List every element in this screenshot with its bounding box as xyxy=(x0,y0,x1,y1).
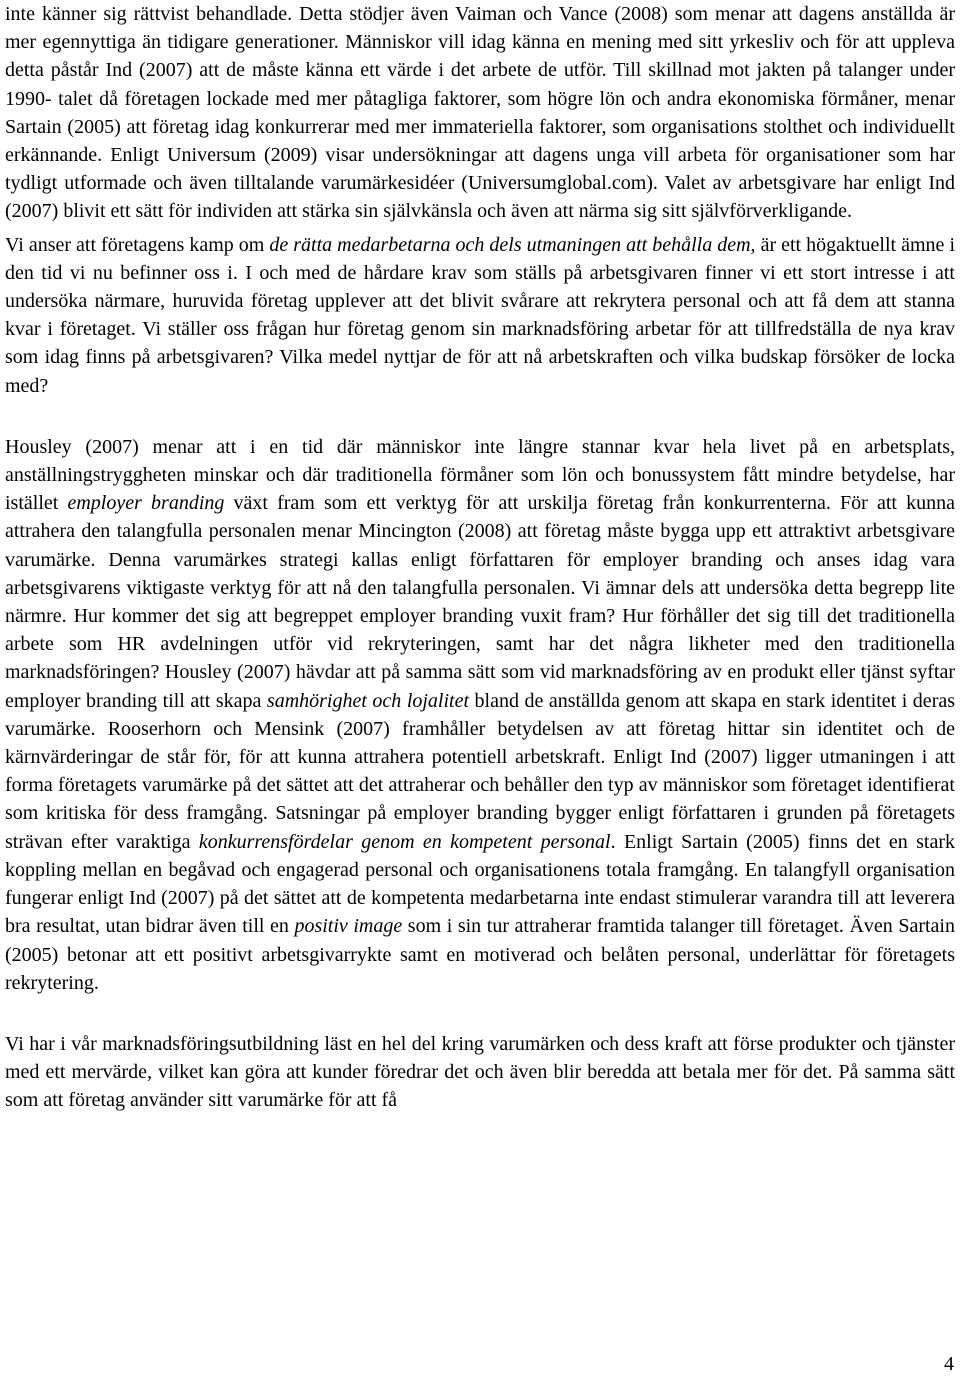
paragraph-4 xyxy=(5,1030,955,1115)
italic-run: konkurrensfördelar genom en kompetent personal xyxy=(198,830,611,853)
text-run: bland de anställda genom att skapa en stark identitet i deras varumärke. Rooserhorn och Mensink (2007) framhåller betydelsen av att företag hittar sin identitet och de kärnvärderingar de står för, för att kunna attrahera potentiell arbetskraft. Enligt Ind (2007) ligger utmaningen i att forma företagets varumärke på det sättet att det attraherar och behåller den typ av människor som företaget identifierat som kritiska för dess framgång. Satsningar på employer branding bygger enligt författaren i grunden på företagets strävan efter varaktiga xyxy=(5,689,956,853)
paragraph-1 xyxy=(5,0,955,226)
paragraph-3 xyxy=(5,433,955,997)
italic-run: positiv image xyxy=(294,915,403,938)
italic-run: samhörighet och lojalitet xyxy=(266,689,470,712)
page-number: 4 xyxy=(944,1353,954,1375)
italic-run: de rätta medarbetarna och dels utmaningen att behålla dem, xyxy=(269,233,756,256)
italic-run: employer branding xyxy=(67,492,225,515)
document-page xyxy=(5,0,955,1115)
text-run: som i sin tur attraherar framtida talanger till företaget. Även Sartain (2005) betonar att ett positivt arbetsgivarrykte samt en motiverad och belåten personal, underlättar för företagets rekrytering. xyxy=(5,915,955,994)
text-run: Vi anser att företagens kamp om xyxy=(5,233,270,256)
text-run: . Enligt Sartain (2005) finns det en stark koppling mellan en begåvad och engagerad personal och organisationens totala framgång. En talangfyll organisation fungerar enligt Ind (2007) på det sättet att de kompetenta medarbetarna inte endast stimulerar varandra till att leverera bra resultat, utan bidrar även till en xyxy=(5,830,956,938)
text-run: växt fram som ett verktyg för att urskilja företag från konkurrenterna. För att kunna attrahera den talangfulla personalen menar Mincington (2008) att företag måste bygga upp ett attraktivt arbetsgivare varumärke. Denna varumärkes strategi kallas enligt författaren för employer branding och anses idag vara arbetsgivarens viktigaste verktyg för att nå den talangfulla personalen. Vi ämnar dels att undersöka detta begrepp lite närmre. Hur kommer det sig att begreppet employer branding vuxit fram? Hur förhåller det sig till det traditionella arbete som HR avdelningen utför vid rekryteringen, samt har det några likheter med den traditionella marknadsföringen? Housley (2007) hävdar att på samma sätt som vid marknadsföring av en produkt eller tjänst syftar employer branding till att skapa xyxy=(5,492,955,712)
text-run: Vi har i vår marknadsföringsutbildning läst en hel del kring varumärken och dess kraft att förse produkter och tjänster med ett mervärde, vilket kan göra att kunder föredrar det och även blir beredda att betala mer för det. På samma sätt som att företag använder sitt varumärke för att få xyxy=(5,1032,955,1112)
paragraph-2 xyxy=(5,231,955,400)
text-run: är ett högaktuellt ämne i den tid vi nu befinner oss i. I och med de hårdare krav som ställs på arbetsgivaren finner vi ett stort intresse i att undersöka närmare, huruvida företag upplever att det blivit svårare att rekrytera personal och att få dem att stanna kvar i företaget. Vi ställer oss frågan hur företag genom sin marknadsföring arbetar för att tillfredställa de nya krav som idag finns på arbetsgivaren? Vilka medel nyttjar de för att nå arbetskraften och vilka budskap försöker de locka med? xyxy=(5,233,955,397)
text-run: Housley (2007) menar att i en tid där människor inte längre stannar kvar hela livet på en arbetsplats, anställningstryggheten minskar och där traditionella förmåner som lön och bonussystem fått mindre betydelse, har istället xyxy=(5,435,955,515)
text-run: inte känner sig rättvist behandlade. Detta stödjer även Vaiman och Vance (2008) som menar att dagens anställda är mer egennyttiga än tidigare generationer. Människor vill idag känna en mening med sitt yrkesliv och för att uppleva detta påstår Ind (2007) att de måste känna ett värde i det arbete de utför. Till skillnad mot jakten på talanger under 1990- talet då företagen lockade med mer påtagliga faktorer, som högre lön och andra ekonomiska förmåner, menar Sartain (2005) att företag idag konkurrerar med mer immateriella faktorer, som organisations stolthet och individuellt erkännande. Enligt Universum (2009) visar undersökningar att dagens unga vill arbeta för organisationer som har tydligt utformade och även tilltalande varumärkesidéer (Universumglobal.com). Valet av arbetsgivare har enligt Ind (2007) blivit ett sätt för individen att stärka sin självkänsla och även att närma sig sitt självförverkligande. xyxy=(5,3,955,223)
